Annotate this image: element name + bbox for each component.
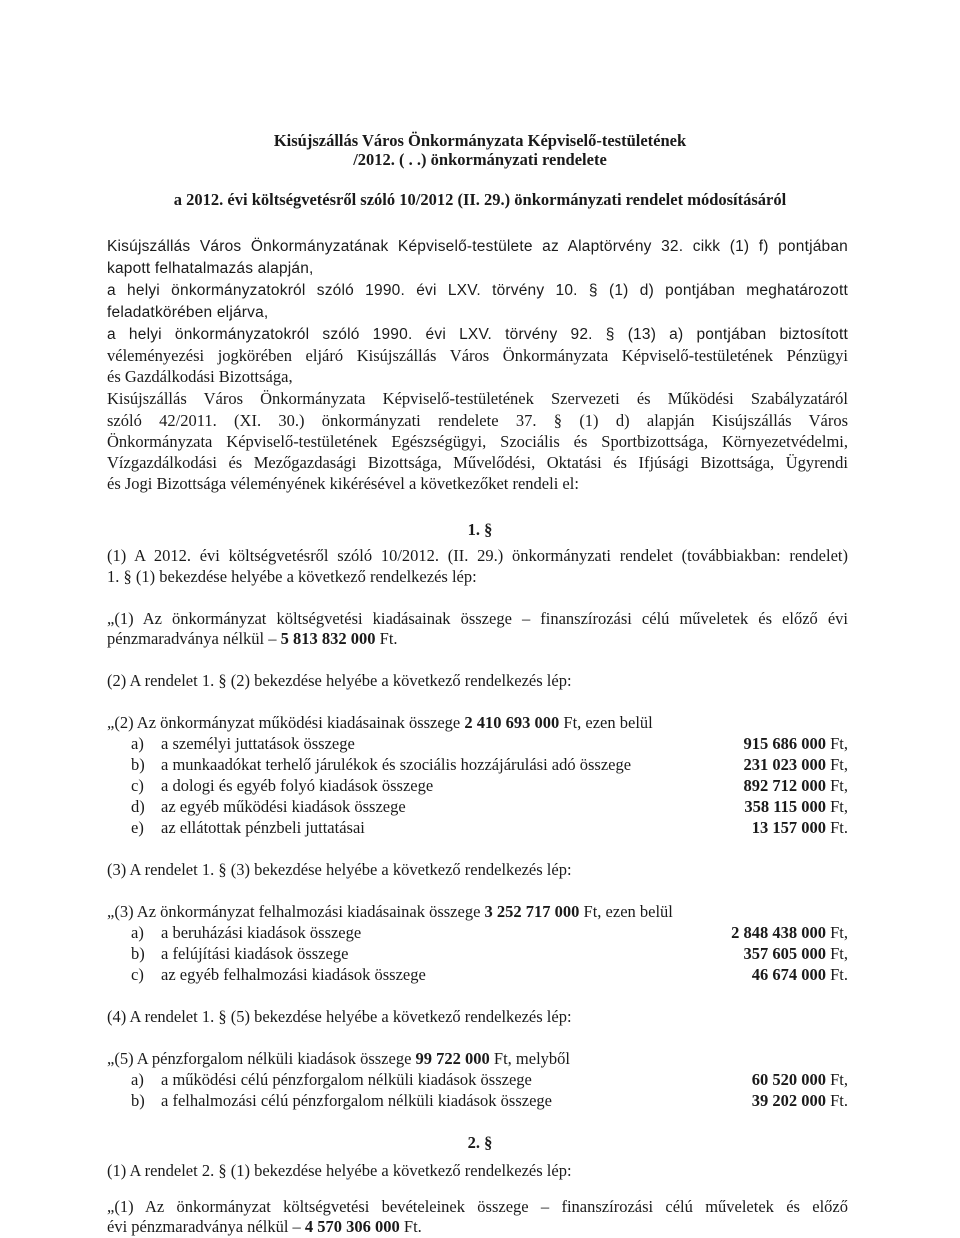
title-line-1: Kisújszállás Város Önkormányzata Képviselő-testületének: [273, 131, 687, 150]
list-item-text: a dologi és egyéb folyó kiadások összege: [161, 776, 434, 795]
quote-1-text: pénzmaradványa nélkül –: [107, 629, 281, 648]
paragraph-4: (4) A rendelet 1. § (5) bekezdése helyébe a következő rendelkezés lép:: [107, 1007, 572, 1026]
title-line-3: a 2012. évi költségvetésről szóló 10/2012 (II. 29.) önkormányzati rendelet módosításáról: [173, 190, 787, 209]
list-item-letter: a): [131, 1070, 144, 1089]
preamble-line: a helyi önkormányzatokról szóló 1990. évi LXV. törvény 10. § (1) d) pontjában meghatározott: [107, 282, 848, 299]
preamble-line: véleményezési jogkörében eljáró Kisújszállás Város Önkormányzata Képviselő-testületének Pénzügyi: [107, 346, 848, 365]
list-item-text: a felújítási kiadások összege: [161, 944, 349, 963]
list-item-text: az egyéb felhalmozási kiadások összege: [161, 965, 426, 984]
section-2-quote-amount: 4 570 306 000: [304, 1217, 400, 1236]
list-item-amount: 13 157 000 Ft.: [751, 818, 848, 837]
list-item-amount: 60 520 000 Ft,: [751, 1070, 848, 1089]
title-line-2: /2012. ( . .) önkormányzati rendelete: [353, 150, 607, 169]
preamble-line: Kisújszállás Város Önkormányzata Képviselő-testületének Szervezeti és Működési Szabályzatáról: [107, 389, 848, 408]
quote-4-amount: 99 722 000: [415, 1049, 490, 1068]
section-1-heading: 1. §: [467, 520, 493, 539]
list-item-amount: 46 674 000 Ft.: [751, 965, 848, 984]
paragraph-3: (3) A rendelet 1. § (3) bekezdése helyébe a következő rendelkezés lép:: [107, 860, 572, 879]
preamble-line: Vízgazdálkodási és Mezőgazdasági Bizottsága, Művelődési, Oktatási és Ifjúsági Bizottsága, Ügyrendi: [107, 453, 848, 472]
preamble-line: a helyi önkormányzatokról szóló 1990. évi LXV. törvény 92. § (13) a) pontjában biztosított: [107, 326, 848, 343]
preamble-line: és Jogi Bizottsága véleményének kikérésével a következőket rendeli el:: [107, 474, 579, 493]
preamble-line: és Gazdálkodási Bizottsága,: [107, 367, 293, 386]
list-item-letter: d): [131, 797, 145, 816]
list-item-letter: c): [131, 965, 144, 984]
quote-3-text: „(3) Az önkormányzat felhalmozási kiadásainak összege: [107, 902, 485, 921]
quote-1-unit: Ft.: [375, 629, 398, 648]
quote-3-unit: Ft, ezen belül: [579, 902, 673, 921]
quote-3-intro: [107, 902, 673, 922]
quote-4-text: „(5) A pénzforgalom nélküli kiadások összege: [107, 1049, 416, 1068]
preamble-line: kapott felhatalmazás alapján,: [107, 260, 314, 277]
quote-4-unit: Ft, melyből: [489, 1049, 570, 1068]
list-item-amount: 357 605 000 Ft,: [743, 944, 848, 963]
list-item-text: a személyi juttatások összege: [161, 734, 355, 753]
section-2-quote-text: évi pénzmaradványa nélkül –: [107, 1217, 305, 1236]
list-item-letter: a): [131, 923, 144, 942]
section-2-quote-line-2: [107, 1217, 422, 1237]
quote-4-intro: [107, 1049, 570, 1069]
section-2-quote-unit: Ft.: [399, 1217, 422, 1236]
list-item-amount: 2 848 438 000 Ft,: [731, 923, 848, 942]
list-item-text: a felhalmozási célú pénzforgalom nélküli kiadások összege: [161, 1091, 552, 1110]
list-item-amount: 39 202 000 Ft.: [751, 1091, 848, 1110]
quote-1-line-1: „(1) Az önkormányzat költségvetési kiadásainak összege – finanszírozási célú műveletek és előző évi: [107, 609, 848, 628]
list-item-amount: 358 115 000 Ft,: [744, 797, 848, 816]
preamble-line: szóló 42/2011. (XI. 30.) önkormányzati rendelete 37. § (1) d) alapján Kisújszállás Város: [107, 411, 848, 430]
quote-1-amount: 5 813 832 000: [280, 629, 376, 648]
list-item-text: az egyéb működési kiadások összege: [161, 797, 406, 816]
list-item-text: az ellátottak pénzbeli juttatásai: [161, 818, 365, 837]
list-item-letter: b): [131, 1091, 145, 1110]
list-item-amount: 915 686 000 Ft,: [743, 734, 848, 753]
quote-2-amount: 2 410 693 000: [464, 713, 560, 732]
quote-2-text: „(2) Az önkormányzat működési kiadásainak összege: [107, 713, 465, 732]
list-item-text: a munkaadókat terhelő járulékok és szociális hozzájárulási adó összege: [161, 755, 632, 774]
section-2-quote-line-1: „(1) Az önkormányzat költségvetési bevételeinek összege – finanszírozási célú műveletek és előző: [107, 1197, 848, 1216]
list-item-letter: e): [131, 818, 144, 837]
list-item-letter: b): [131, 944, 145, 963]
quote-2-intro: [107, 713, 653, 733]
list-item-letter: a): [131, 734, 144, 753]
list-item-amount: 892 712 000 Ft,: [743, 776, 848, 795]
preamble-line: feladatkörében eljárva,: [107, 304, 269, 321]
preamble-line: Kisújszállás Város Önkormányzatának Képviselő-testülete az Alaptörvény 32. cikk (1) f) pontjában: [107, 238, 848, 255]
list-item-letter: c): [131, 776, 144, 795]
section-2-paragraph-1: (1) A rendelet 2. § (1) bekezdése helyébe a következő rendelkezés lép:: [107, 1161, 572, 1180]
quote-3-amount: 3 252 717 000: [484, 902, 580, 921]
paragraph-2: (2) A rendelet 1. § (2) bekezdése helyébe a következő rendelkezés lép:: [107, 671, 572, 690]
list-item-text: a működési célú pénzforgalom nélküli kiadások összege: [161, 1070, 532, 1089]
quote-2-unit: Ft, ezen belül: [559, 713, 653, 732]
list-item-text: a beruházási kiadások összege: [161, 923, 362, 942]
list-item-letter: b): [131, 755, 145, 774]
list-item-amount: 231 023 000 Ft,: [743, 755, 848, 774]
paragraph-1-line-1: (1) A 2012. évi költségvetésről szóló 10/2012. (II. 29.) önkormányzati rendelet (továbbiakban: rendelet): [107, 546, 848, 565]
paragraph-1-line-2: 1. § (1) bekezdése helyébe a következő rendelkezés lép:: [107, 567, 477, 586]
quote-1-line-2: [107, 629, 398, 649]
section-2-heading: 2. §: [467, 1133, 493, 1152]
preamble-line: Önkormányzata Képviselő-testületének Egészségügyi, Szociális és Sportbizottsága, Környezetvédelmi,: [107, 432, 848, 451]
